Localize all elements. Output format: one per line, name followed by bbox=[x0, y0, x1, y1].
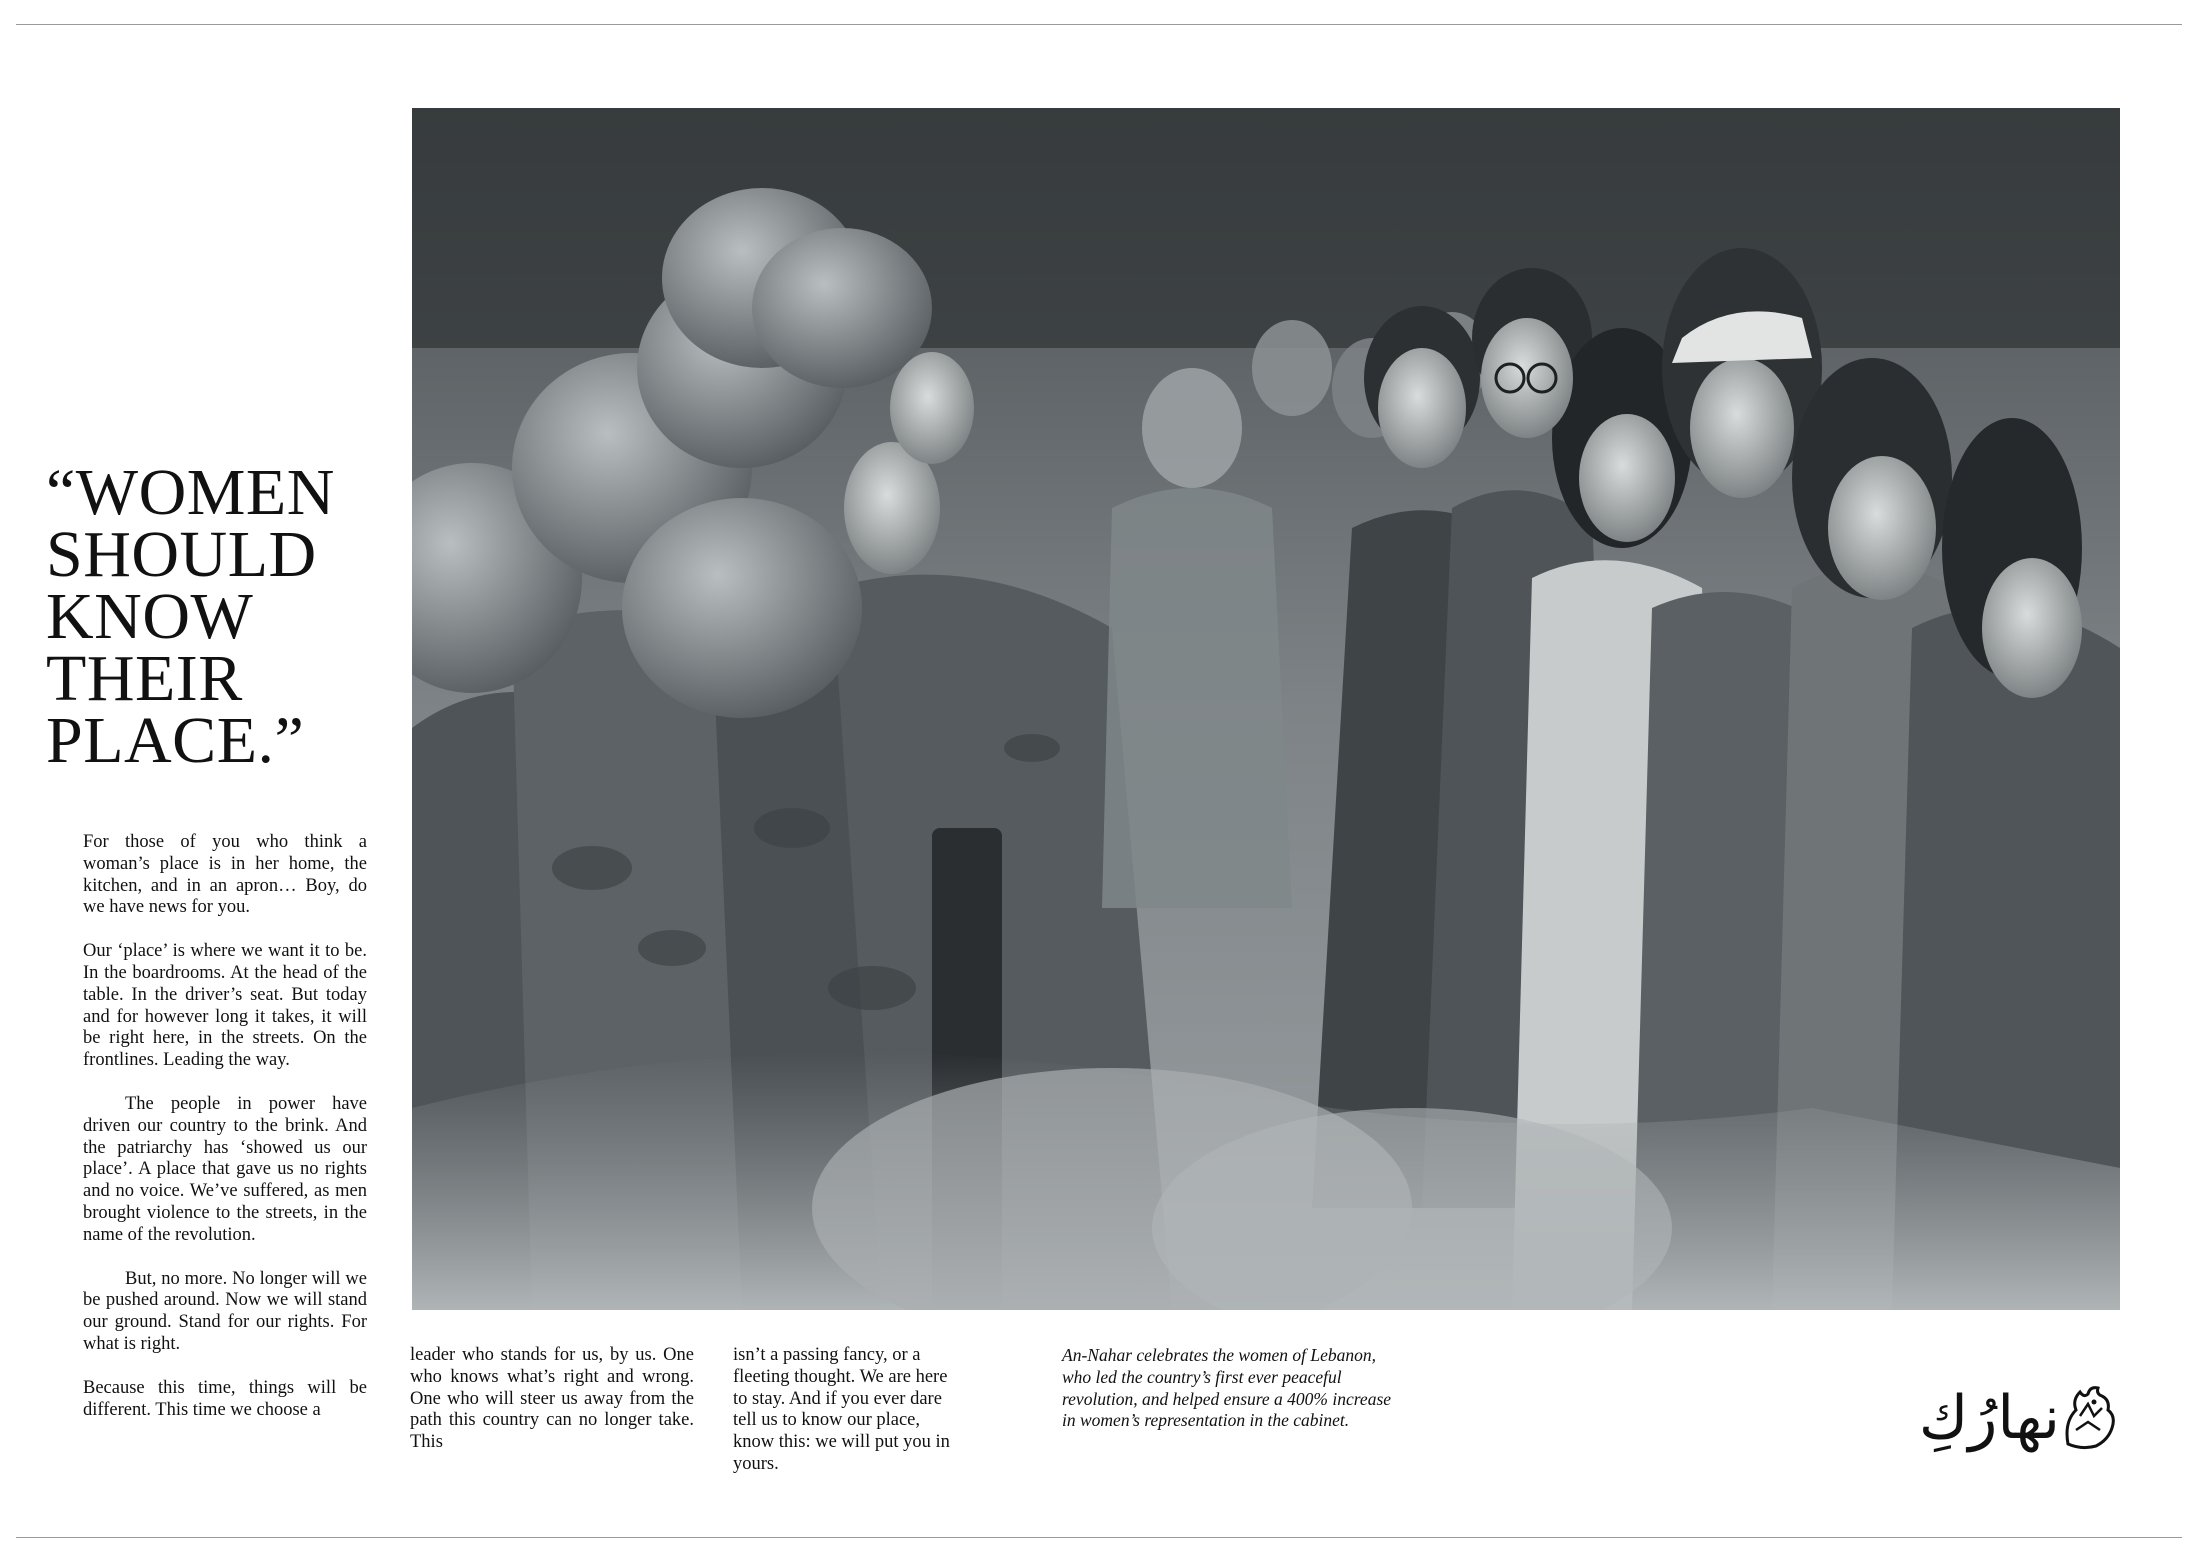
body-paragraph: Because this time, things will be different. This time we choose a bbox=[83, 1377, 367, 1420]
logo-wordmark: نهارُكِ bbox=[1918, 1383, 2060, 1453]
caption-text: An-Nahar celebrates the women of Lebanon, who led the country’s first ever peaceful revolution, and helped ensure a 400% increase in women’s representation in the cabinet. bbox=[1062, 1345, 1392, 1431]
an-nahar-logo bbox=[1800, 1382, 2120, 1472]
body-paragraph: isn’t a passing fancy, or a fleeting thought. We are here to stay. And if you ever dare tell us to know our place, know this: we will put you in yours. bbox=[733, 1345, 950, 1474]
body-column-1 bbox=[83, 832, 367, 1443]
body-column-3 bbox=[733, 1345, 959, 1476]
body-paragraph: leader who stands for us, by us. One who knows what’s right and wrong. One who will steer us away from the path this country can no longer take. This bbox=[410, 1345, 694, 1453]
body-paragraph: For those of you who think a woman’s place is in her home, the kitchen, and in an apron… Boy, do we have news for you. bbox=[83, 832, 367, 918]
rooster-icon bbox=[2058, 1382, 2120, 1452]
body-column-2 bbox=[410, 1345, 694, 1454]
body-paragraph: The people in power have driven our country to the brink. And the patriarchy has ‘showed us our place’. A place that gave us no rights and no voice. We’ve suffered, as men brought violence to the streets, in the name of the revolution. bbox=[83, 1093, 367, 1245]
body-paragraph: Our ‘place’ is where we want it to be. In the boardrooms. At the head of the table. In the driver’s seat. But today and for however long it takes, it will be right here, in the streets. On the frontlines. Leading the way. bbox=[83, 941, 367, 1071]
caption-column bbox=[1062, 1345, 1392, 1432]
headline: “WOMEN SHOULD KNOW THEIR PLACE.” bbox=[46, 456, 335, 777]
protest-photo bbox=[412, 108, 2120, 1310]
body-paragraph: But, no more. No longer will we be pushed around. Now we will stand our ground. Stand for our rights. For what is right. bbox=[83, 1268, 367, 1354]
